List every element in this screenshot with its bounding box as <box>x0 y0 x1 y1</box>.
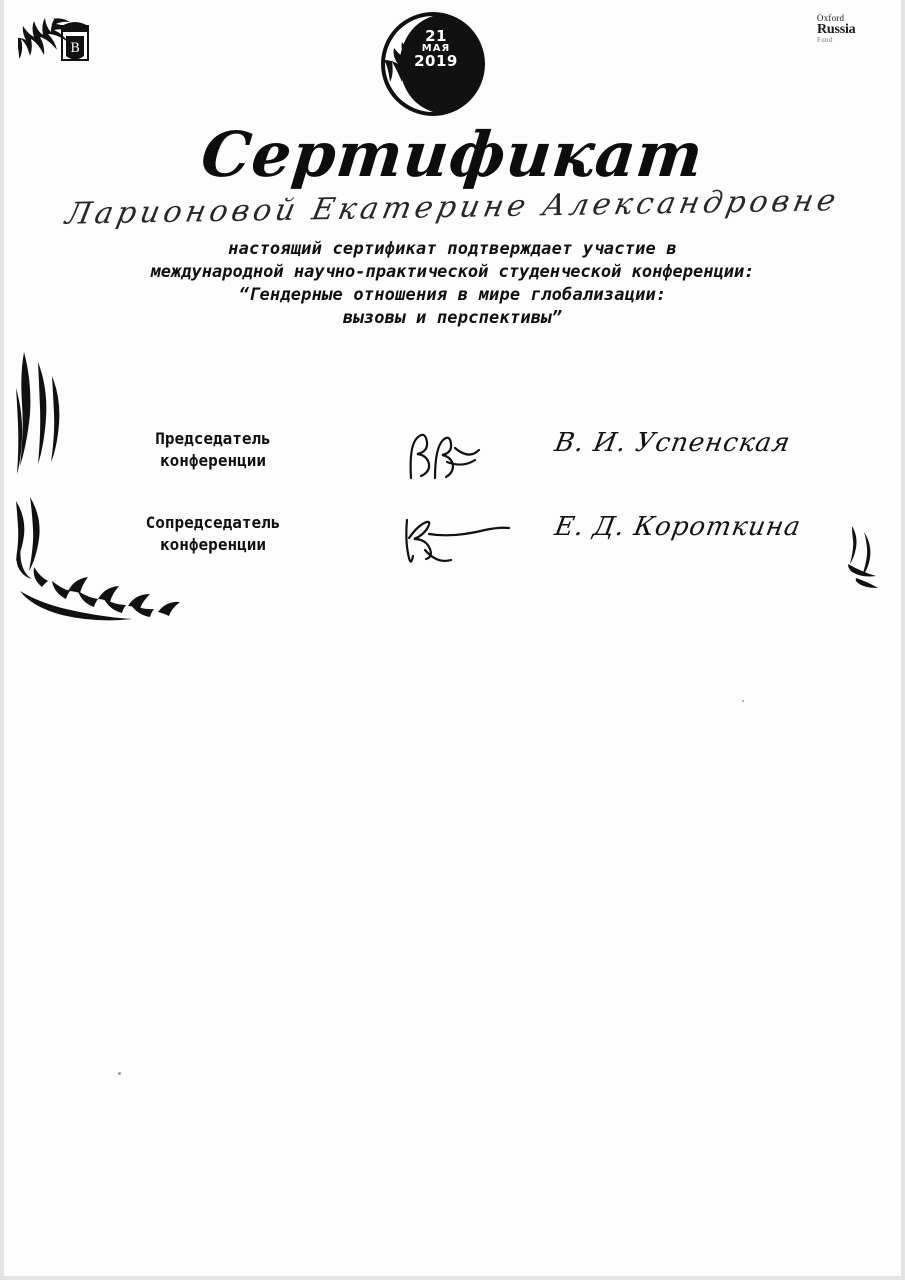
signature-name: В. И. Успенская <box>552 428 793 458</box>
certificate-title: Сертификат <box>197 118 708 191</box>
emblem-year: 2019 <box>414 52 458 71</box>
signature-role <box>88 428 338 472</box>
signature-role-line1: Председатель <box>155 429 271 448</box>
emblem-month: МАЯ <box>421 43 451 55</box>
body-line-2: международной научно-практической студенческой конференции: <box>150 262 755 282</box>
svg-text:В: В <box>70 41 80 56</box>
signature-name: Е. Д. Короткина <box>552 512 804 542</box>
ornament-top-left-icon <box>18 14 128 104</box>
signature-mark-icon <box>395 428 535 488</box>
signature-role <box>88 512 338 556</box>
signature-row <box>0 512 905 596</box>
body-line-3: “Гендерные отношения в мире глобализации: <box>238 285 667 305</box>
signature-role-line1: Сопредседатель <box>145 513 281 532</box>
scan-edge-line <box>0 0 4 1280</box>
signature-role-line2: конференции <box>160 535 266 554</box>
sponsor-logo-line1: Oxford <box>817 13 845 23</box>
signature-role-line2: конференции <box>160 451 266 470</box>
signature-mark-icon <box>395 512 535 572</box>
emblem-date <box>412 29 460 70</box>
scan-speck <box>742 700 744 702</box>
body-line-4: вызовы и перспективы” <box>342 308 563 328</box>
recipient-name-handwritten: Ларионовой Екатерине Александровне <box>62 183 843 232</box>
body-line-1: настоящий сертификат подтверждает участие в <box>228 239 677 259</box>
scan-edge-line <box>0 1276 905 1280</box>
sponsor-logo <box>817 14 887 44</box>
sponsor-logo-line2: Russia <box>817 22 856 37</box>
scan-speck <box>118 1072 121 1075</box>
signature-block <box>0 428 905 596</box>
signature-row <box>0 428 905 512</box>
certificate-body <box>60 238 845 330</box>
sponsor-logo-line3: Fund <box>817 36 833 44</box>
emblem-day: 21 <box>425 27 447 45</box>
scan-edge-line <box>901 0 905 1280</box>
